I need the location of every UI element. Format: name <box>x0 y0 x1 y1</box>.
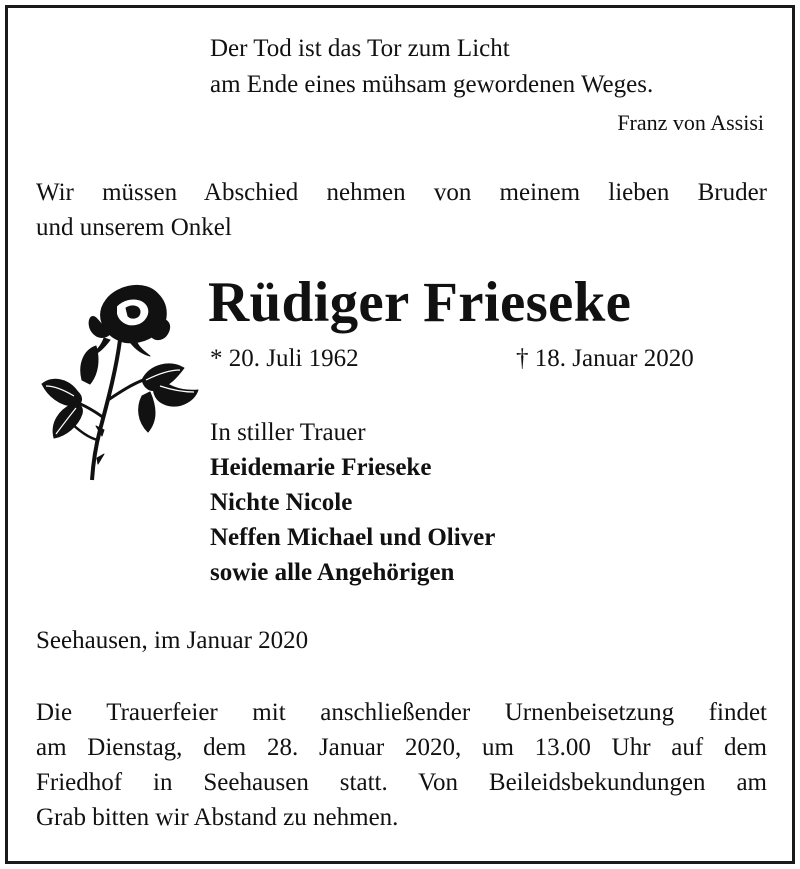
intro-line-2: und unserem Onkel <box>36 214 232 241</box>
mourner-name: Heidemarie Frieseke <box>210 454 432 481</box>
intro-line-1: Wir müssen Abschied nehmen von meinem lieben Bruder <box>36 179 767 206</box>
birth-date: * 20. Juli 1962 <box>210 345 359 372</box>
funeral-line: Friedhof in Seehausen statt. Von Beileidsbekundungen am <box>36 769 767 796</box>
mourner-name: Neffen Michael und Oliver <box>210 524 496 551</box>
motto-author: Franz von Assisi <box>617 110 764 135</box>
funeral-line: am Dienstag, dem 28. Januar 2020, um 13.00 Uhr auf dem <box>36 734 767 761</box>
funeral-line: Die Trauerfeier mit anschließender Urnenbeisetzung findet <box>36 699 767 726</box>
motto-line-1: Der Tod ist das Tor zum Licht <box>210 35 510 62</box>
funeral-line: Grab bitten wir Abstand zu nehmen. <box>36 804 399 831</box>
deceased-name: Rüdiger Frieseke <box>208 271 632 334</box>
death-date: † 18. Januar 2020 <box>516 345 694 372</box>
mourner-name: Nichte Nicole <box>210 489 353 516</box>
motto-line-2: am Ende eines mühsam gewordenen Weges. <box>210 71 654 98</box>
place-and-date: Seehausen, im Januar 2020 <box>36 627 309 654</box>
mourners-heading: In stiller Trauer <box>210 419 366 446</box>
mourner-name: sowie alle Angehörigen <box>210 559 455 586</box>
rose-icon <box>38 280 203 485</box>
